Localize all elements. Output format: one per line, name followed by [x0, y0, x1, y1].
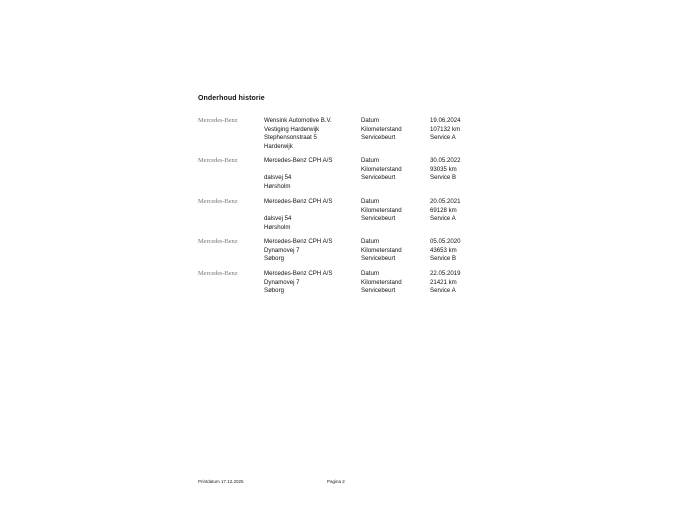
mileage-value: 93035 km	[430, 165, 457, 173]
service-label: Servicebeurt	[361, 215, 396, 222]
mercedes-benz-logo: Mercedes-Benz	[198, 198, 238, 205]
field-values	[430, 270, 490, 296]
mileage-label: Kilometerstand	[361, 206, 402, 214]
date-value: 20.05.2021	[430, 198, 461, 205]
dealer-address	[264, 117, 356, 151]
mileage-value: 69128 km	[430, 206, 457, 214]
address-line: Hørsholm	[264, 182, 291, 190]
page-title: Onderhoud historie	[198, 95, 265, 102]
field-labels	[361, 157, 427, 183]
field-labels	[361, 238, 427, 264]
mileage-label: Kilometerstand	[361, 165, 402, 173]
service-label: Servicebeurt	[361, 174, 396, 181]
service-entry	[198, 117, 498, 157]
address-line	[264, 207, 356, 216]
mercedes-benz-logo: Mercedes-Benz	[198, 270, 238, 277]
dealer-address	[264, 198, 356, 232]
mercedes-benz-logo: Mercedes-Benz	[198, 117, 238, 124]
date-label: Datum	[361, 157, 379, 164]
dealer-address	[264, 270, 356, 296]
address-line: Mercedes-Benz CPH A/S	[264, 270, 333, 277]
address-line: Søborg	[264, 255, 284, 262]
service-entry	[198, 198, 498, 238]
address-line: dalsvej 54	[264, 174, 292, 181]
mercedes-benz-logo: Mercedes-Benz	[198, 238, 238, 245]
service-value: Service A	[430, 134, 456, 141]
address-line: Vestiging Harderwijk	[264, 125, 320, 133]
address-line: Stephensonstraat 5	[264, 134, 317, 141]
page-number: Pagina 2	[327, 479, 345, 484]
print-date: Printdatum 17.12.2025	[198, 479, 244, 484]
service-value: Service B	[430, 174, 457, 181]
dealer-address	[264, 157, 356, 191]
address-line: dalsvej 54	[264, 215, 292, 222]
field-values	[430, 157, 490, 183]
service-entry	[198, 270, 498, 310]
service-value: Service A	[430, 287, 456, 294]
field-labels	[361, 198, 427, 224]
mileage-label: Kilometerstand	[361, 278, 402, 286]
address-line: Dynamovej 7	[264, 278, 300, 286]
address-line: Hørsholm	[264, 223, 291, 231]
service-value: Service A	[430, 215, 456, 222]
service-entry	[198, 157, 498, 197]
field-labels	[361, 270, 427, 296]
mercedes-benz-logo: Mercedes-Benz	[198, 157, 238, 164]
date-label: Datum	[361, 238, 379, 245]
mileage-value: 43653 km	[430, 246, 457, 254]
address-line: Mercedes-Benz CPH A/S	[264, 198, 333, 205]
date-label: Datum	[361, 117, 379, 124]
dealer-address	[264, 238, 356, 264]
date-value: 30.05.2022	[430, 157, 461, 164]
address-line: Harderwijk	[264, 142, 293, 150]
address-line: Søborg	[264, 287, 284, 294]
date-value: 05.05.2020	[430, 238, 461, 245]
address-line: Mercedes-Benz CPH A/S	[264, 238, 333, 245]
date-label: Datum	[361, 198, 379, 205]
address-line: Mercedes-Benz CPH A/S	[264, 157, 333, 164]
date-value: 19.06.2024	[430, 117, 461, 124]
mileage-value: 107132 km	[430, 125, 461, 133]
service-label: Servicebeurt	[361, 134, 396, 141]
service-label: Servicebeurt	[361, 255, 396, 262]
mileage-value: 21421 km	[430, 278, 457, 286]
service-label: Servicebeurt	[361, 287, 396, 294]
date-label: Datum	[361, 270, 379, 277]
mileage-label: Kilometerstand	[361, 246, 402, 254]
field-values	[430, 238, 490, 264]
field-values	[430, 198, 490, 224]
service-value: Service B	[430, 255, 457, 262]
field-labels	[361, 117, 427, 143]
address-line	[264, 166, 356, 175]
address-line: Wensink Automotive B.V.	[264, 117, 332, 124]
address-line: Dynamovej 7	[264, 246, 300, 254]
date-value: 22.05.2019	[430, 270, 461, 277]
field-values	[430, 117, 490, 143]
mileage-label: Kilometerstand	[361, 125, 402, 133]
